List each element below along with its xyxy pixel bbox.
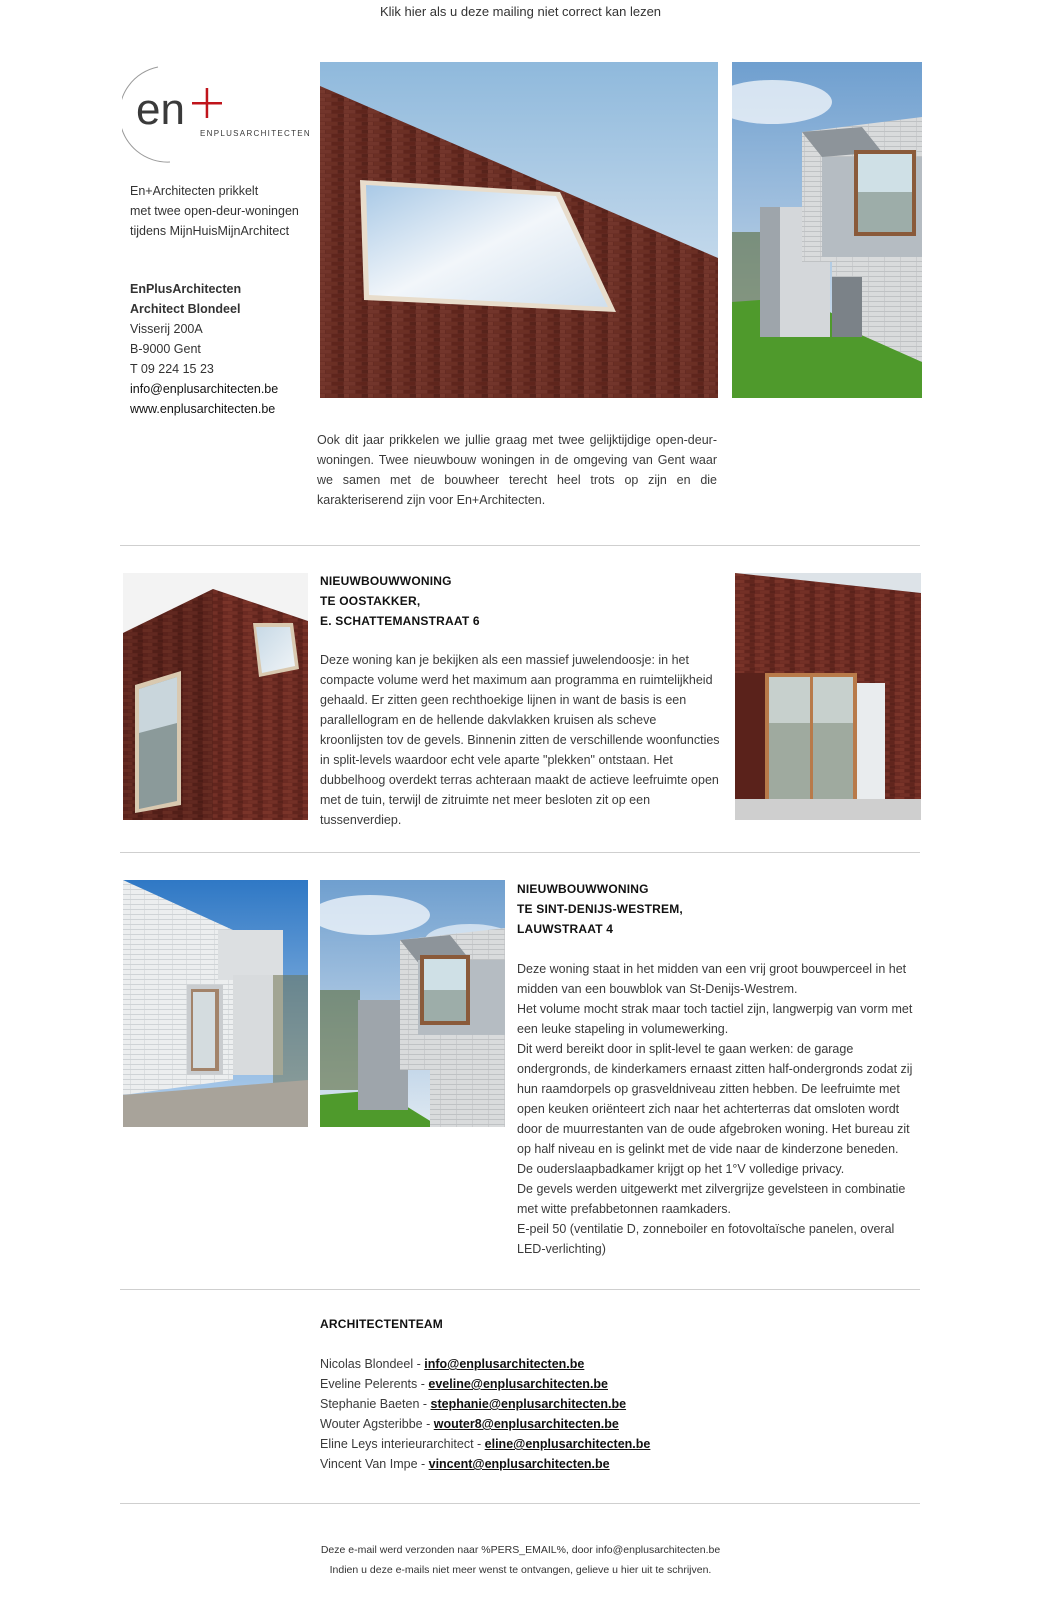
team-member-name: Eline Leys interieurarchitect - [320,1437,485,1451]
team-member [320,1374,720,1394]
unsubscribe-text-end: uit te schrijven. [638,1564,712,1576]
logo-graphic [122,64,312,164]
hero-photo-brick-facade [320,62,718,398]
logo-wordmark: en [136,85,185,134]
footer-unsubscribe [0,1560,1041,1580]
address-city: B-9000 Gent [130,342,201,356]
team-member-name: Wouter Agsteribbe - [320,1417,434,1431]
company-logo[interactable] [122,64,312,164]
intro-tagline [130,181,299,241]
address-street: Visserij 200A [130,322,203,336]
team-member [320,1434,720,1454]
team-member-name: Vincent Van Impe - [320,1457,429,1471]
intro-paragraph: Ook dit jaar prikkelen we jullie graag met twee gelijktijdige open-deur-woningen. Twee nieuwbouw woningen in de omgeving van Gent waar we samen met de bouwheer terecht heel trots op zijn en die karakteriserend zijn voor En+Architecten. [317,433,717,507]
project2-description [517,959,917,1259]
unsubscribe-text: Indien u deze e-mails niet meer wenst te ontvangen, gelieve u [329,1564,621,1576]
project2-paragraph: Het volume mocht strak maar toch tactiel zijn, langwerpig van vorm met een leuke stapeling in volumewerking. [517,1002,913,1036]
project2-heading [517,879,683,939]
project1-description: Deze woning kan je bekijken als een massief juwelendoosje: in het compacte volume werd het maximum aan programma en ruimtelijkheid gehaald. Er zitten geen rechthoekige lijnen in want de basis is een parallellogram en de hellende dakvlakken kruisen als scheve kroonlijsten tov de gevels. Binnenin zitten de verschillende woonfuncties in split-levels waardoor echt vele aparte "plekken" ontstaan. Het dubbelhoog overdekt terras achteraan maakt de actieve leefruimte open met de tuin, terwijl de zitruimte net meer besloten zit op een tussenverdiep. [320,653,720,827]
footer [0,1540,1041,1580]
project1-photo-left [123,573,308,820]
team-member [320,1394,720,1414]
view-online-link[interactable]: Klik hier als u deze mailing niet correct kan lezen [379,4,662,19]
team-member-email-link[interactable]: stephanie@enplusarchitecten.be [430,1397,627,1411]
project2-photo-left [123,880,308,1127]
view-online-link-bar [0,4,1041,19]
unsubscribe-link[interactable]: hier [620,1564,639,1576]
project1-heading-line: TE OOSTAKKER, [320,594,421,608]
project2-heading-line: NIEUWBOUWWONING [517,882,649,896]
project1-heading-line: E. SCHATTEMANSTRAAT 6 [320,614,480,628]
section-divider [120,545,920,546]
team-member-email-link[interactable]: eline@enplusarchitecten.be [484,1437,651,1451]
project2-heading-line: LAUWSTRAAT 4 [517,922,614,936]
team-member-name: Stephanie Baeten - [320,1397,431,1411]
hero-photo-grey-house [732,62,922,398]
project2-photo-middle [320,880,505,1127]
tagline-line: tijdens MijnHuisMijnArchitect [130,224,290,238]
project2-paragraph: Deze woning staat in het midden van een vrij groot bouwperceel in het midden van een bouwblok van St-Denijs-Westrem. [517,962,907,996]
project2-paragraph: Dit werd bereikt door in split-level te gaan werken: de garage ondergronds, de kinderkamers ernaast zitten half-ondergronds zodat zij hun raamdorpels op grasveldniveau zitten hebben. De leefruimte met open keuken oriënteert zich naar het achterterras dat omsloten wordt door de muurrestanten van de oude afgebroken woning. Het bureau zit op half niveau en is gelinkt met de vide naar de kinderzone beneden. De ouderslaapbadkamer krijgt op het 1°V volledige privacy. [517,1042,913,1176]
phone-number: T 09 224 15 23 [130,362,214,376]
team-member-email-link[interactable]: wouter8@enplusarchitecten.be [433,1417,619,1431]
section-divider [120,1503,920,1504]
project1-photo-right [735,573,921,820]
company-name: EnPlusArchitecten [130,282,242,296]
contact-email-link[interactable]: info@enplusarchitecten.be [130,382,279,396]
project1-heading-line: NIEUWBOUWWONING [320,574,452,588]
team-member-name: Eveline Pelerents - [320,1377,429,1391]
team-member-name: Nicolas Blondeel - [320,1357,425,1371]
team-heading: ARCHITECTENTEAM [320,1317,443,1331]
tagline-line: En+Architecten prikkelt [130,184,259,198]
tagline-line: met twee open-deur-woningen [130,204,299,218]
project2-paragraph: De gevels werden uitgewerkt met zilvergrijze gevelsteen in combinatie met witte prefabbetonnen raamkaders. [517,1182,906,1216]
team-member-email-link[interactable]: eveline@enplusarchitecten.be [428,1377,609,1391]
contact-block [130,279,278,419]
team-member-email-link[interactable]: info@enplusarchitecten.be [424,1357,585,1371]
section-divider [120,852,920,853]
architect-name: Architect Blondeel [130,302,241,316]
plus-icon [192,88,222,118]
website-link[interactable]: www.enplusarchitecten.be [130,402,276,416]
team-member [320,1454,720,1474]
project2-paragraph: E-peil 50 (ventilatie D, zonneboiler en fotovoltaïsche panelen, overal LED-verlichting) [517,1222,895,1256]
team-list [320,1354,720,1474]
logo-subtitle: ENPLUSARCHITECTEN [200,129,312,138]
team-member-email-link[interactable]: vincent@enplusarchitecten.be [428,1457,610,1471]
footer-sent-to: Deze e-mail werd verzonden naar %PERS_EMAIL%, door info@enplusarchitecten.be [320,1544,721,1556]
team-member [320,1354,720,1374]
team-member [320,1414,720,1434]
project1-heading [320,571,480,631]
project2-heading-line: TE SINT-DENIJS-WESTREM, [517,902,683,916]
section-divider [120,1289,920,1290]
